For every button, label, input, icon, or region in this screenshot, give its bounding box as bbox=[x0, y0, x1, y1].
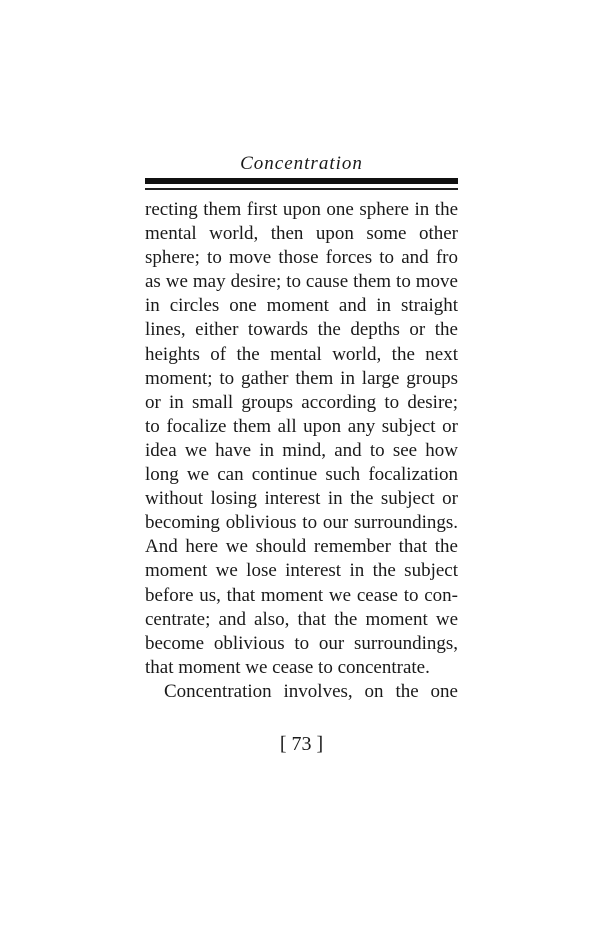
text-line: heights of the mental world, the next bbox=[145, 343, 458, 365]
header-rule-thick bbox=[145, 178, 458, 184]
text-line: moment; to gather them in large groups bbox=[145, 367, 458, 389]
text-line: before us, that moment we cease to con- bbox=[145, 584, 458, 606]
body-text bbox=[145, 198, 458, 704]
text-line: in circles one moment and in straight bbox=[145, 295, 458, 317]
text-line: lines, either towards the depths or the bbox=[145, 319, 458, 341]
text-line: And here we should remember that the bbox=[145, 536, 458, 558]
text-line: idea we have in mind, and to see how bbox=[145, 439, 458, 461]
text-line: sphere; to move those forces to and fro bbox=[145, 247, 458, 269]
text-line: long we can continue such focalization bbox=[145, 464, 458, 486]
header-rule-thin bbox=[145, 188, 458, 190]
text-line: centrate; and also, that the moment we bbox=[145, 608, 458, 630]
text-line: recting them first upon one sphere in the bbox=[145, 199, 458, 220]
text-line: to focalize them all upon any subject or bbox=[145, 415, 458, 437]
page-number: [ 73 ] bbox=[279, 733, 324, 755]
text-line: moment we lose interest in the subject bbox=[145, 560, 458, 582]
running-head: Concentration bbox=[240, 153, 363, 174]
text-line: or in small groups according to desire; bbox=[145, 391, 458, 413]
text-line: mental world, then upon some other bbox=[145, 223, 458, 245]
text-line: as we may desire; to cause them to move bbox=[145, 271, 458, 293]
text-line: becoming oblivious to our surroundings. bbox=[145, 512, 458, 534]
text-line-paragraph-end: that moment we cease to concentrate. bbox=[145, 656, 430, 678]
text-line: without losing interest in the subject or bbox=[145, 488, 458, 510]
text-line-indented bbox=[145, 680, 458, 704]
text-line: become oblivious to our surroundings, bbox=[145, 632, 458, 654]
text-line: Concentration involves, on the one bbox=[164, 680, 458, 702]
